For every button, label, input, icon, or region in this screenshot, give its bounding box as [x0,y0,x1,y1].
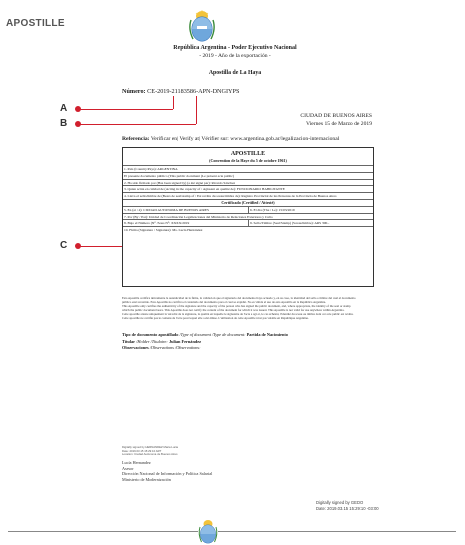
apostille-title: APOSTILLE [6,18,65,29]
city-name: CIUDAD DE BUENOS AIRES [300,113,372,119]
box-row-signature: 10. Firma (Signature / Signature): Ms. Lucía Hernández [123,226,373,233]
box-row-number-seal [123,219,373,226]
signer-office: Dirección Nacional de Información y Política Salarial [122,471,213,477]
apostille-box-title: APOSTILLE [230,151,266,157]
document-type-label: Tipo de documento apostillado [122,332,179,337]
callout-b-line [78,124,196,125]
document-type-label-alt: /Type of document /Type de document: [179,332,246,337]
signer-block [122,460,212,482]
footer-coat-of-arms-icon [197,519,219,545]
box-row-4: 3. Quien actúa en calidad de (Acting in the capacity of / Agissant en qualité de): FUNCIONARIO HABILITANTE [123,185,373,192]
box-row-5: 4. Lleva el sello/timbre de (Bears de seal/stamp of / Est revêtu du sceau/timbre de): Registro Provincial de las Personas de la Provincia de Buenos Aires [123,192,373,199]
disclaimer-line: público esté revestido. Esta Apostilla no certifica el contenido del documento para el cual se expidió. No es válida el uso de esta Apostilla en la República Argentina. [122,300,327,305]
signer-role: Asesor [122,465,134,471]
callout-b-tick [196,96,197,124]
box-seal: 9. Sello/Timbre (Seal/Stamp) (Sceau/timbre): ARS 300.- [250,221,330,226]
document-number-value: CE-2019-21183586-APN-DNGIYPS [147,88,240,95]
observations [122,345,288,352]
document-details [122,332,288,352]
callout-a-label: A [60,103,68,114]
gedo-signed-by: Digitally signed by GEDO [316,500,364,505]
footer-divider-left [8,531,198,532]
box-certified: Certificado (Certified / Attesté) [123,199,373,207]
callout-a-tick [173,96,174,109]
reference-value: Verificar en| Verify at| Vérifier sur: www.argentina.gob.ar/legalizacion-internacional [150,136,340,142]
document-number-label: Número: [122,88,146,95]
digital-signature-meta [122,446,178,457]
box-row-1: 1. País (Country/Pays): ARGENTINA [123,165,373,172]
signer-name: Lucía Hernandez [122,460,151,465]
disclaimer-paragraph [122,296,374,321]
observations-label-alt: /Observations /Observations: [149,345,201,351]
holder-value: Julian Fernández [168,338,202,344]
gedo-signature [316,500,379,511]
box-place: 5. En (at / à): CIUDAD AUTONOMA DE BUENOS AIRES [124,207,209,212]
gedo-date: Date: 2019.03.15 15:29:10 -03:00 [316,505,379,511]
signature-meta-line: Location: Ciudad Autónoma de Buenos Aires [122,452,178,456]
box-row-3: 2. Ha sido firmado por (Has been signed by) (a été signé par): Ricardo Sánchez [123,179,373,186]
box-date: 6. El día (The / Le): 15/03/2019 [250,207,295,212]
box-row-2: El presente documento público (This public document (Le présent acte public) [123,172,373,179]
holder [122,339,288,346]
issue-date: Viernes 15 de Marzo de 2019 [306,121,372,127]
disclaimer-line: Esta Apostilla certifica únicamente la autenticidad de la firma, la calidad en que el signatario del documento haya actuado y, en su caso, la identidad del sello o timbre del cual el documento [122,296,356,300]
box-number: 8. Bajo el Número (N° /Sous N°: XXXX/2019 [124,221,190,226]
coat-of-arms-icon [187,10,217,43]
reference [122,136,339,142]
signature-meta-line: Date: 2019.03.15 15:29:10 ART [122,448,162,453]
signer-ministry: Ministerio de Modernización [122,476,171,482]
box-row-by: 7. Por (By / Par): Unidad de Coordinación Legalizaciones del Ministerio de Relaciones Exteriores y Culto [123,213,373,220]
disclaimer-line: which the public document bears. This Apostille does not certify the content of the document for which it was issued. This Apostille is not valid for use anywhere within Argentina. [122,308,345,313]
header-apostille-hague: Apostilla de La Haya [208,70,262,76]
apostille-box [122,147,374,287]
callout-c-line [78,246,122,247]
holder-label-alt: /Holder /Titulaire: [136,338,168,344]
signature-meta-line: Digitally signed by HERNANDEZ Maria Lucia [122,445,178,449]
apostille-box-subtitle: (Convention de la Haye du 5 de octobre 1961) [209,158,287,163]
footer-divider-right [218,531,456,532]
callout-a-line [78,109,173,110]
city-date [272,112,372,128]
callout-b-label: B [60,118,68,129]
disclaimer-line: This Apostille only certifies the authenticity of the signature and the capacity of the person who has signed the public document, and, where appropriate, the identity of the seal or stamp [122,304,351,309]
document-number [122,88,239,95]
document-type [122,332,288,339]
disclaimer-line: Cette apostille atteste uniquement la véracité de la signature, la qualité en laquelle le signataire de l'acte a agi et, le cas échéant, l'identité du sceau ou timbre dont cet acte public est revêtu. [122,312,354,317]
holder-label: Titular [122,338,136,344]
document-type-value: Partida de Nacimiento [246,332,288,337]
reference-label: Referencia: [122,136,150,142]
box-row-place-date [123,206,373,213]
observations-label: Observaciones [122,345,149,351]
header-year-motto: - 2019 - Año de la exportación - [199,53,271,59]
header-government: República Argentina - Poder Ejecutivo Nacional [173,45,297,51]
callout-c-label: C [60,240,68,251]
disclaimer-line: Cette apostille ne certifie pas le contenu de l'acte pour lequel elle a été émise. L'utilisation de cette Apostille n'est pas valable en République Argentine. [122,316,309,321]
